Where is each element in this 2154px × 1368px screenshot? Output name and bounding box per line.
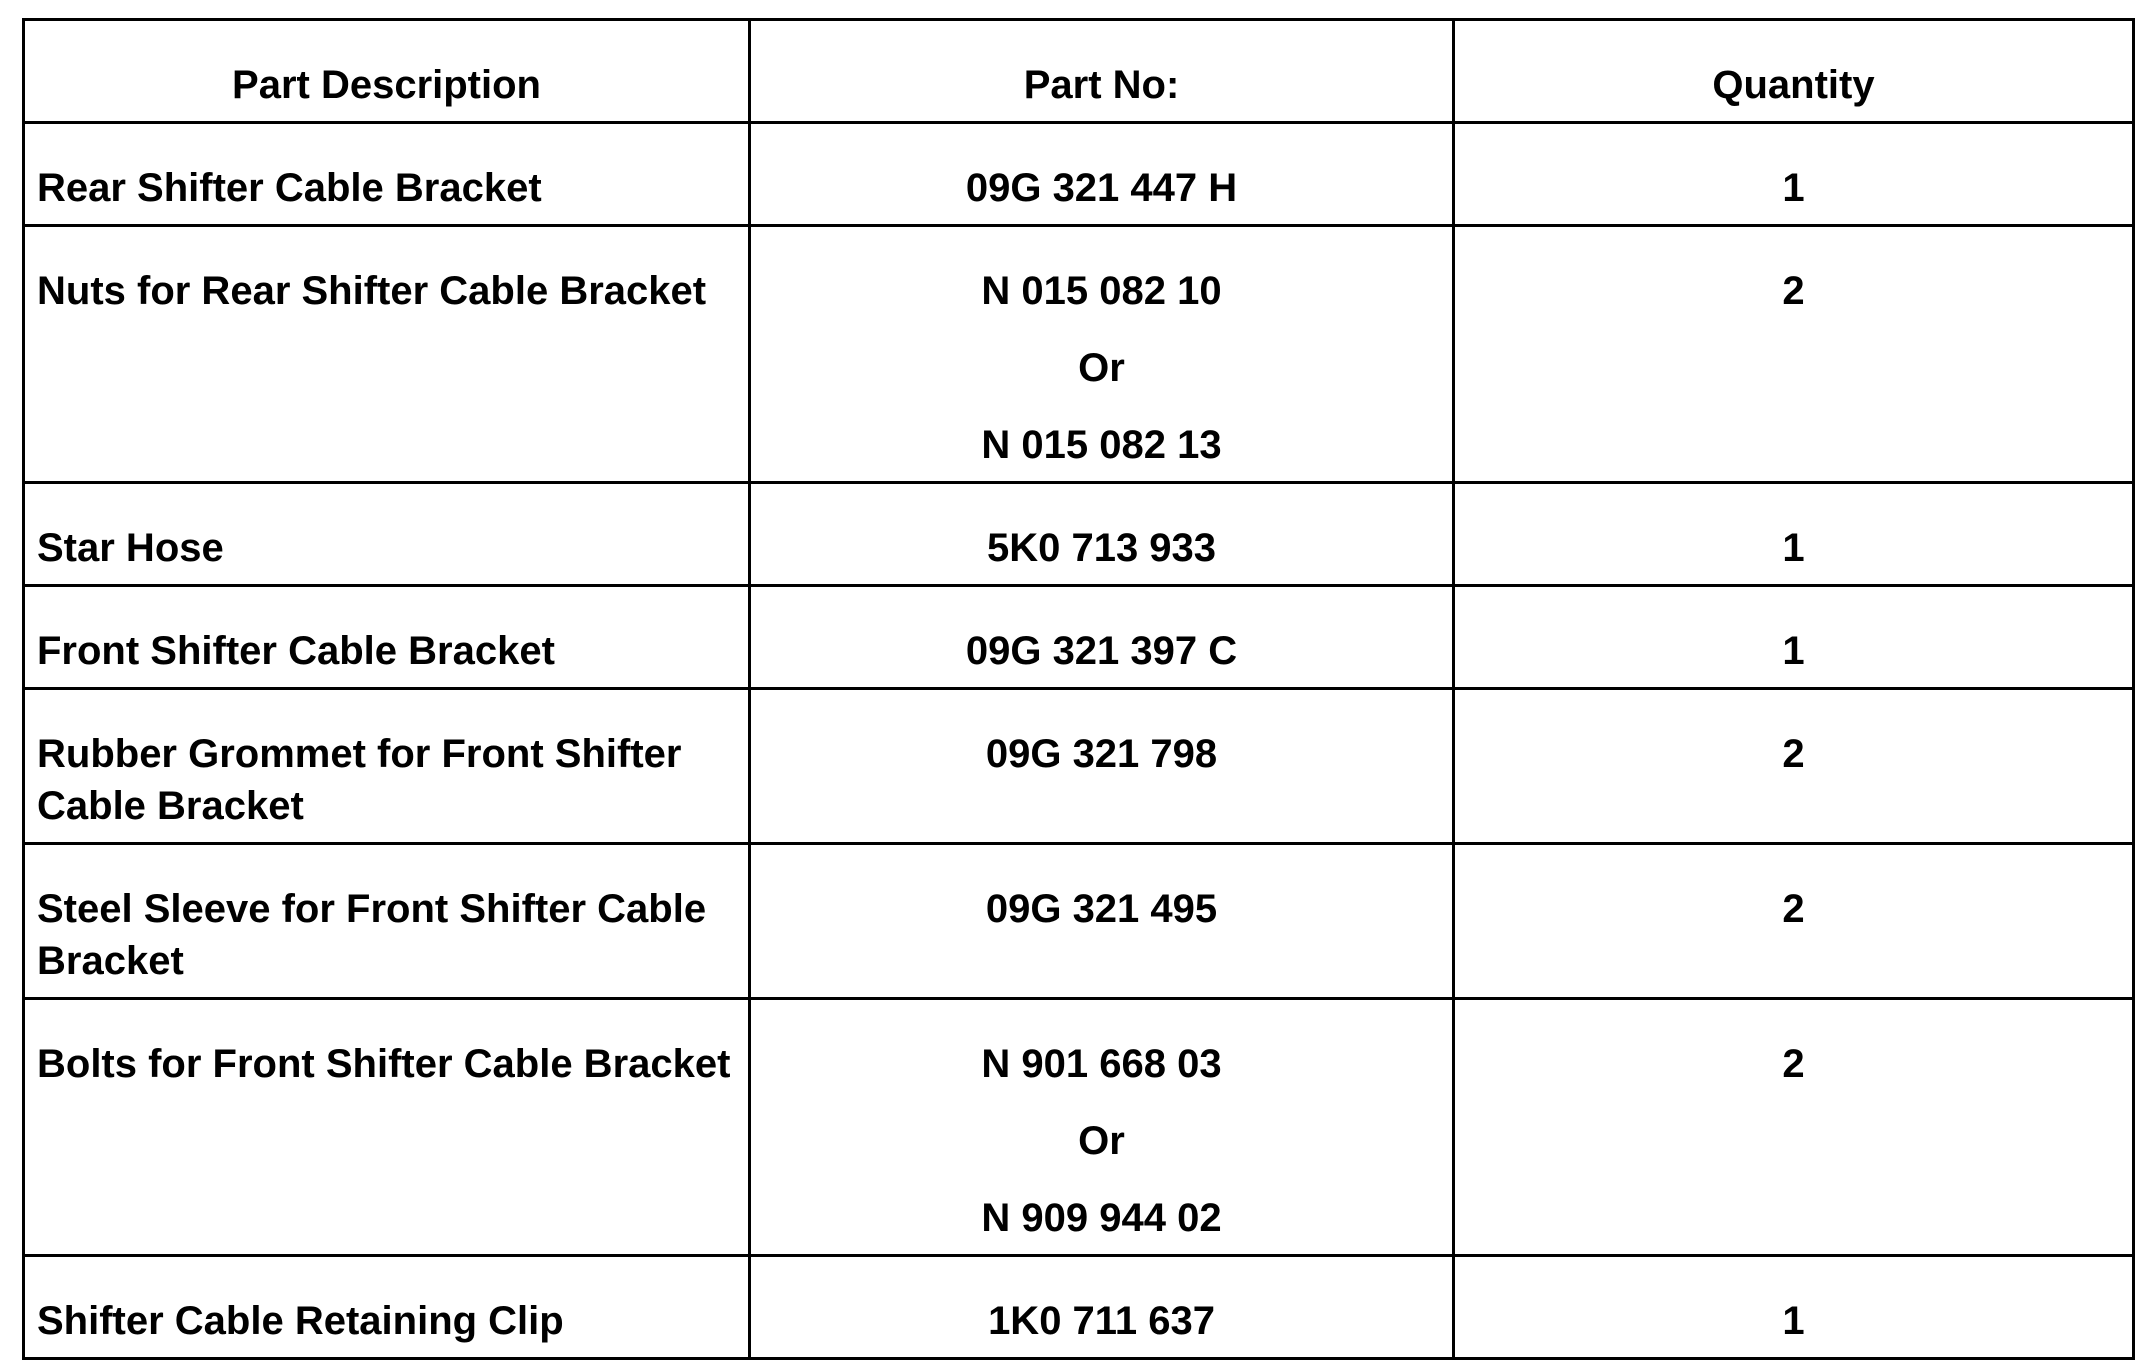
quantity-cell: 1: [1454, 586, 2134, 689]
table-row: [24, 123, 2134, 226]
part-no-cell: [750, 123, 1454, 226]
quantity-cell: 2: [1454, 226, 2134, 483]
part-no-cell: [750, 586, 1454, 689]
part-description-cell: Rubber Grommet for Front Shifter Cable Bracket: [24, 689, 750, 844]
part-description-cell: Nuts for Rear Shifter Cable Bracket: [24, 226, 750, 483]
quantity-cell: 1: [1454, 1256, 2134, 1359]
part-description-cell: Shifter Cable Retaining Clip: [24, 1256, 750, 1359]
table-row: [24, 844, 2134, 999]
part-no: 09G 321 397 C: [965, 629, 1238, 673]
part-description-cell: Front Shifter Cable Bracket: [24, 586, 750, 689]
part-no: 09G 321 447 H: [965, 166, 1238, 210]
quantity-cell: 1: [1454, 483, 2134, 586]
header-row: [24, 20, 2134, 123]
table-row: [24, 689, 2134, 844]
part-no-or: Or: [1078, 1119, 1125, 1163]
header-quantity: Quantity: [1454, 20, 2134, 123]
part-no: N 015 082 10: [981, 269, 1222, 313]
part-description-cell: Steel Sleeve for Front Shifter Cable Bracket: [24, 844, 750, 999]
part-no-cell: [750, 1256, 1454, 1359]
part-no: 1K0 711 637: [988, 1299, 1215, 1343]
header-part-description: Part Description: [24, 20, 750, 123]
quantity-cell: 1: [1454, 123, 2134, 226]
table-row: [24, 586, 2134, 689]
part-no-cell: [750, 483, 1454, 586]
table-row: [24, 1256, 2134, 1359]
part-no: N 901 668 03: [981, 1042, 1222, 1086]
part-description-cell: Star Hose: [24, 483, 750, 586]
part-no: 09G 321 798: [985, 732, 1218, 776]
quantity-cell: 2: [1454, 844, 2134, 999]
part-no-cell: [750, 689, 1454, 844]
part-no-cell: [750, 999, 1454, 1256]
part-no: 09G 321 495: [985, 887, 1218, 931]
part-no-alt: N 909 944 02: [981, 1196, 1222, 1240]
part-description-cell: Rear Shifter Cable Bracket: [24, 123, 750, 226]
table-row: [24, 226, 2134, 483]
quantity-cell: 2: [1454, 999, 2134, 1256]
part-no-alt: N 015 082 13: [981, 423, 1222, 467]
quantity-cell: 2: [1454, 689, 2134, 844]
part-no: 5K0 713 933: [986, 526, 1217, 570]
part-no-cell: [750, 226, 1454, 483]
header-part-no: Part No:: [750, 20, 1454, 123]
part-description-cell: Bolts for Front Shifter Cable Bracket: [24, 999, 750, 1256]
part-no-cell: [750, 844, 1454, 999]
table-row: [24, 999, 2134, 1256]
parts-table: [22, 18, 2135, 1360]
table-row: [24, 483, 2134, 586]
part-no-or: Or: [1078, 346, 1125, 390]
